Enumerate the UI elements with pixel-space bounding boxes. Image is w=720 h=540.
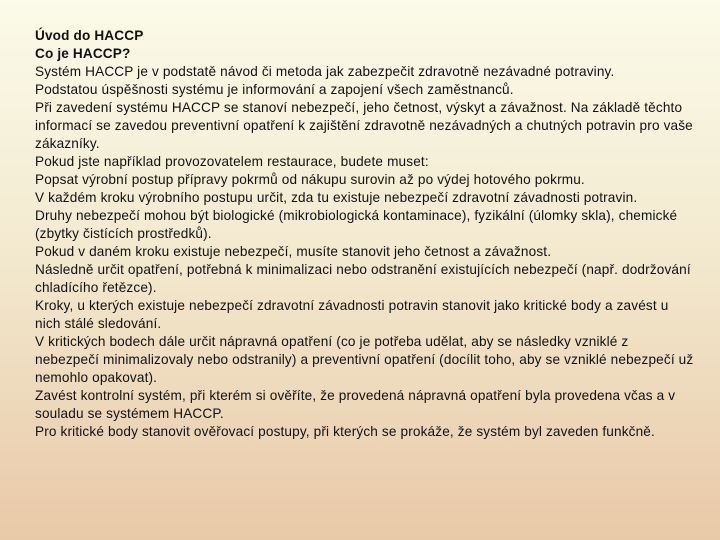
- paragraph-definition: Systém HACCP je v podstatě návod či metoda jak zabezpečit zdravotně nezávadné potraviny.: [35, 64, 615, 79]
- paragraph-hazard-types: Druhy nebezpečí mohou být biologické (mikrobiologická kontaminace), fyzikální (úlomky skla), chemické (zbytky čistících prostředků).: [35, 208, 678, 241]
- paragraph-restaurant-intro: Pokud jste například provozovatelem restaurace, budete muset:: [35, 154, 429, 169]
- paragraph-frequency-severity: Pokud v daném kroku existuje nebezpečí, musíte stanovit jeho četnost a závažnost.: [35, 244, 552, 259]
- paragraph-identify-hazards: V každém kroku výrobního postupu určit, zda tu existuje nebezpečí zdravotní závadnosti potravin.: [35, 190, 638, 205]
- paragraph-implementation: Při zavedení systému HACCP se stanoví nebezpečí, jeho četnost, výskyt a závažnost. Na základě těchto informací se zavedou preventivní opatření k zajištění zdravotně nezávadných a chutných potravin pro vaše zákazníky.: [35, 100, 693, 151]
- slide-text-body: [35, 27, 695, 441]
- slide-subtitle: Co je HACCP?: [35, 46, 131, 61]
- paragraph-critical-points: Kroky, u kterých existuje nebezpečí zdravotní závadnosti potravin stanovit jako kritické body a zavést u nich stálé sledování.: [35, 298, 669, 331]
- paragraph-control-system: Zavést kontrolní systém, při kterém si ověříte, že provedená nápravná opatření byla provedena včas a v souladu se systémem HACCP.: [35, 388, 676, 421]
- slide-title: Úvod do HACCP: [35, 28, 144, 43]
- paragraph-success: Podstatou úspěšnosti systému je informování a zapojení všech zaměstnanců.: [35, 82, 514, 97]
- paragraph-describe-process: Popsat výrobní postup přípravy pokrmů od nákupu surovin až po výdej hotového pokrmu.: [35, 172, 585, 187]
- paragraph-verification: Pro kritické body stanovit ověřovací postupy, při kterých se prokáže, že systém byl zaveden funkčně.: [35, 424, 655, 439]
- paragraph-corrective-actions: V kritických bodech dále určit nápravná opatření (co je potřeba udělat, aby se následky vzniklé z nebezpečí minimalizovaly nebo odstranily) a preventivní opatření (docílit toho, aby se vzniklé nebezpečí už nemohlo opakovat).: [35, 334, 694, 385]
- paragraph-measures: Následně určit opatření, potřebná k minimalizaci nebo odstranění existujících nebezpečí (např. dodržování chladícího řetězce).: [35, 262, 691, 295]
